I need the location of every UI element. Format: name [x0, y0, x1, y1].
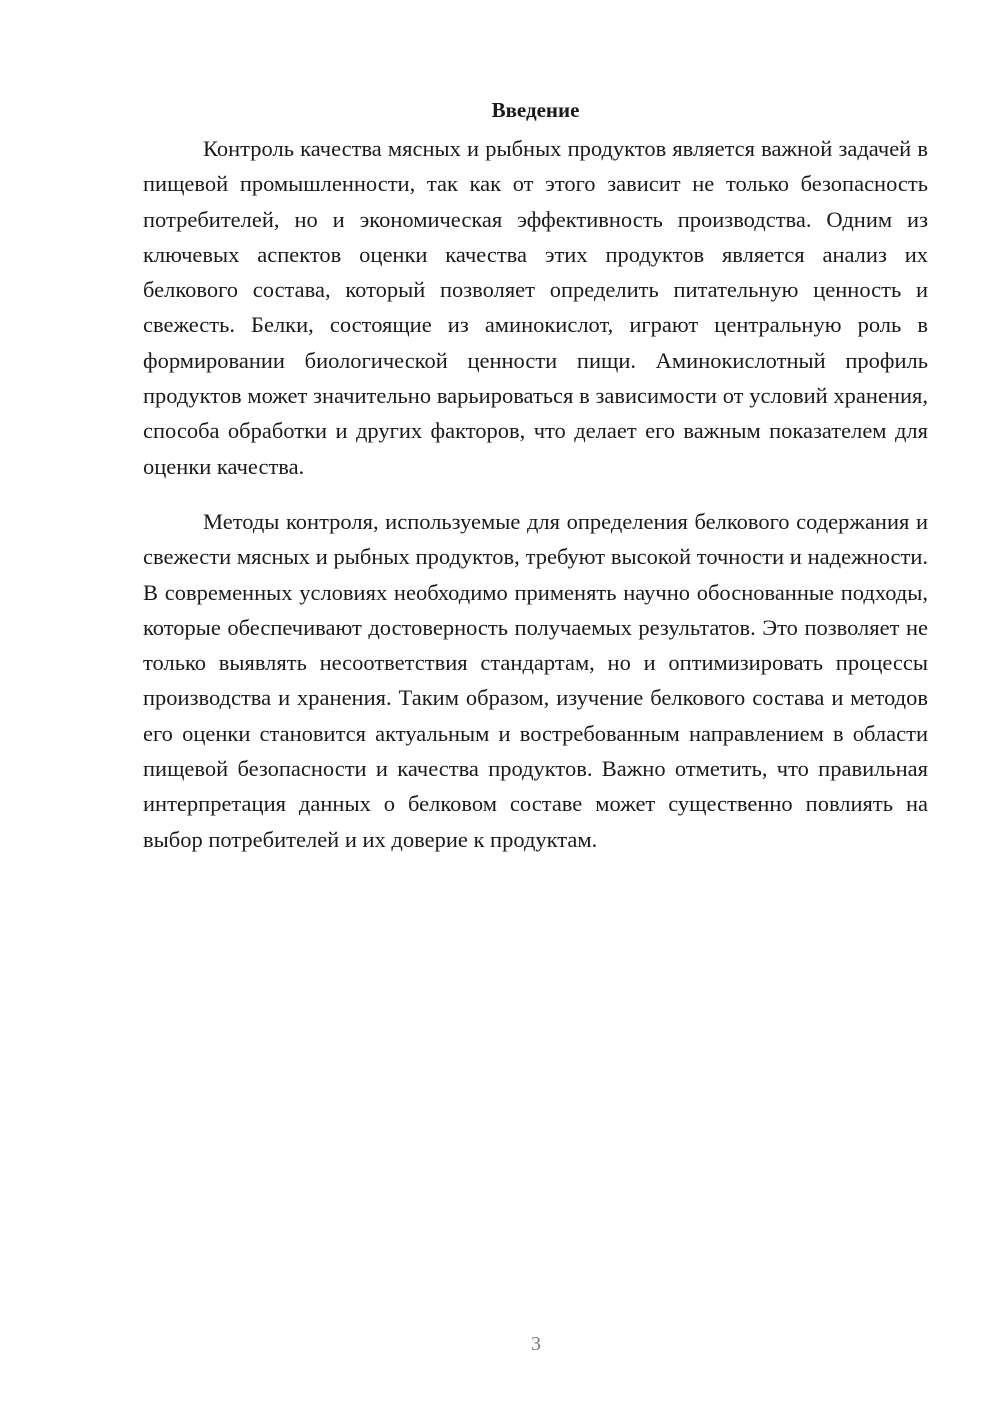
page-content — [143, 95, 928, 857]
page-number: 3 — [531, 1333, 541, 1355]
paragraph-1: Контроль качества мясных и рыбных продуктов является важной задачей в пищевой промышленности, так как от этого зависит не только безопасность потребителей, но и экономическая эффективность производства. Одним из ключевых аспектов оценки качества этих продуктов является анализ их белкового состава, который позволяет определить питательную ценность и свежесть. Белки, состоящие из аминокислот, играют центральную роль в формировании биологической ценности пищи. Аминокислотный профиль продуктов может значительно варьироваться в зависимости от условий хранения, способа обработки и других факторов, что делает его важным показателем для оценки качества. — [143, 136, 928, 479]
paragraph-2: Методы контроля, используемые для определения белкового содержания и свежести мясных и рыбных продуктов, требуют высокой точности и надежности. В современных условиях необходимо применять научно обоснованные подходы, которые обеспечивают достоверность получаемых результатов. Это позволяет не только выявлять несоответствия стандартам, но и оптимизировать процессы производства и хранения. Таким образом, изучение белкового состава и методов его оценки становится актуальным и востребованным направлением в области пищевой безопасности и качества продуктов. Важно отметить, что правильная интерпретация данных о белковом составе может существенно повлиять на выбор потребителей и их доверие к продуктам. — [143, 508, 928, 852]
section-title: Введение — [491, 98, 580, 122]
